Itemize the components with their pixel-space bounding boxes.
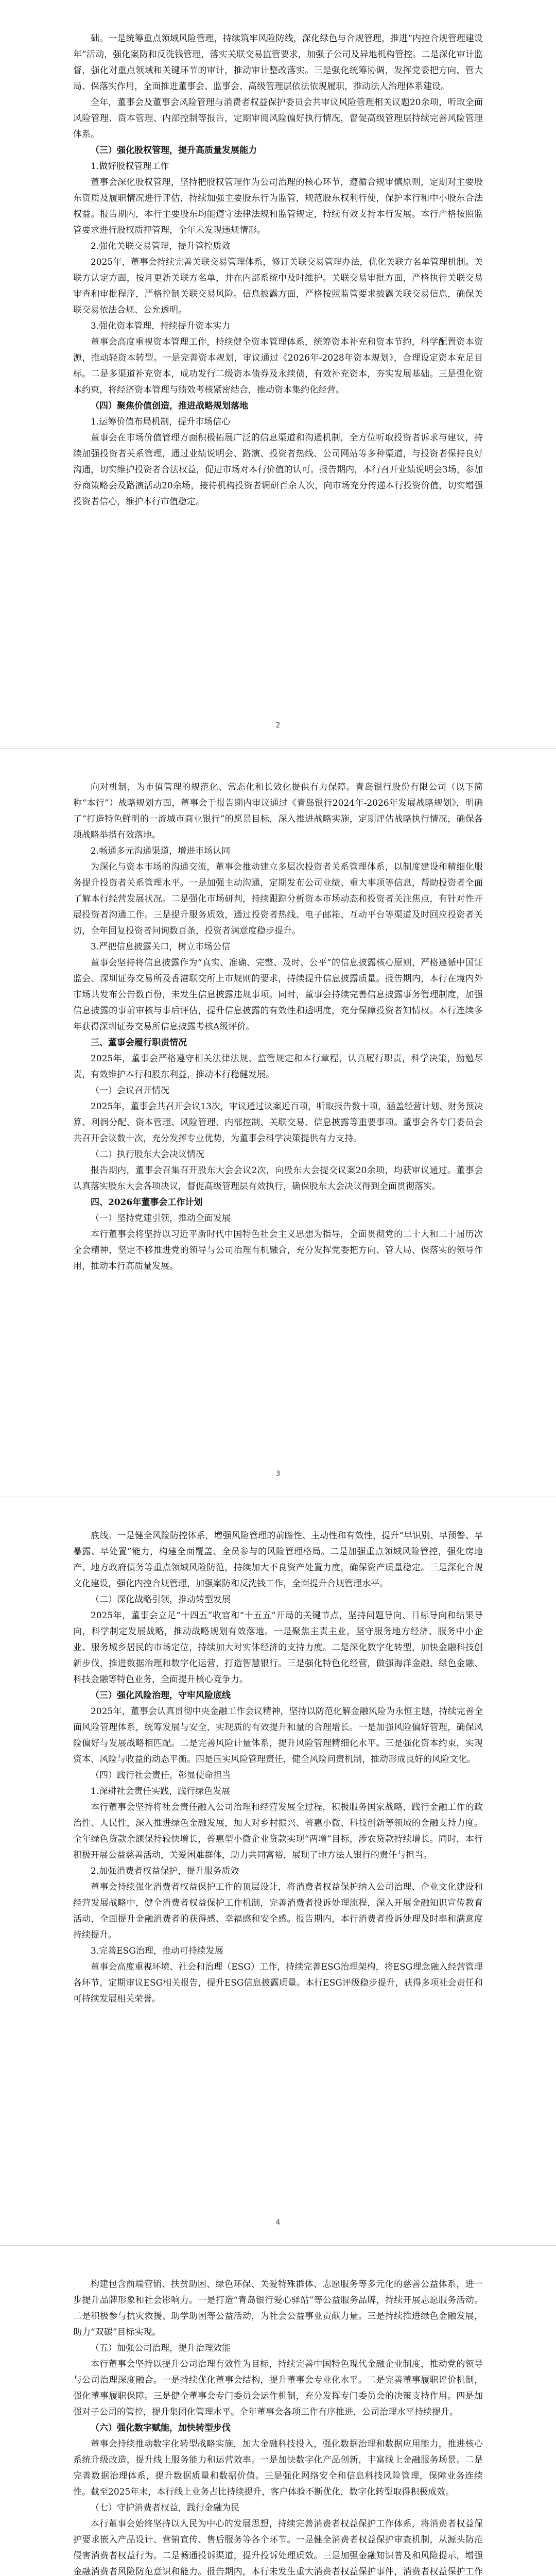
paragraph: 1.运筹价值布局机制，提升市场信心 [91, 417, 231, 427]
paragraph: 董事会高度重视环境、社会和治理（ESG）工作，持续完善ESG治理架构，将ESG理念融入经营管理各环节，定期审议ESG相关报告，提升ESG信息披露质量。本行ESG评级稳步提升，获得多项社会责任和可持续发展相关荣誉。 [73, 1962, 483, 2004]
paragraph: 2025年，董事会共召开会议13次，审议通过议案近百项，听取报告数十项，涵盖经营计划、财务预决算、利润分配、资本管理、风险管理、内部控制、关联交易、信息披露等重要事项。董事会各专门委员会共召开会议数十次，充分发挥专业优势，为董事会科学决策提供有力支持。 [73, 1101, 483, 1144]
paragraph: 董事会持续推动数字化转型战略实施，加大金融科技投入，强化数据治理和数据应用能力，推进核心系统升级改造，提升线上服务能力和运营效率。一是加快数字化产品创新，丰富线上金融服务场景。二是完善数据治理体系，提升数据质量和数据价值。三是强化网络安全和信息科技风险管理，保障业务连续性。截至2025年末，本行线上业务占比持续提升，客户体验不断优化，数字化转型取得积极成效。 [73, 2439, 483, 2497]
page-sheet [73, 2277, 483, 2576]
paragraph: 董事会在市场价值管理方面积极拓展广泛的信息渠道和沟通机制，全方位听取投资者诉求与建议，持续加强投资者关系管理，通过业绩说明会、路演、投资者热线、公司网站等多种渠道，与投资者保持良好沟通，切实维护投资者合法权益，促进市场对本行价值的认可。报告期内，本行召开业绩说明会3场，参加券商策略会及路演活动20余场，接待机构投资者调研百余人次，向市场充分传递本行投资价值，切实增强投资者信心，维护本行市值稳定。 [73, 433, 483, 507]
page-content [73, 779, 483, 1275]
paragraph: 2.畅通多元沟通渠道，增进市场认同 [91, 846, 231, 856]
paragraph: 2025年，董事会持续完善关联交易管理体系，修订关联交易管理办法，优化关联方名单管理机制。关联方认定方面，按月更新关联方名单，并在内部系统中及时维护。关联交易审批方面，严格执行关联交易审查和审批程序，严格控制关联交易风险。信息披露方面，严格按照监管要求披露关联交易信息，确保关联交易依法合规、公允透明。 [73, 257, 483, 315]
paragraph: 3.严把信息披露关口，树立市场公信 [91, 942, 231, 952]
paragraph: （二）执行股东大会决议情况 [91, 1149, 204, 1160]
page-sheet [73, 31, 483, 748]
paragraph: 构建包含前端营销、扶贫助困、绿色环保、关爱特殊群体、志愿服务等多元化的慈善公益体系，进一步提升品牌形象和社会影响力。一是打造“青岛银行爱心驿站”等公益服务品牌，持续开展志愿服务活动。二是积极参与抗灾救援、助学助困等公益活动，为社会公益事业贡献力量。三是持续推进绿色金融发展，助力“双碳”目标实现。 [73, 2279, 483, 2337]
paragraph: 本行董事会将坚持以习近平新时代中国特色社会主义思想为指导，全面贯彻党的二十大和二十届历次全会精神，坚定不移推进党的领导与公司治理有机融合，充分发挥党委把方向、管大局、保落实的领导作用，推动本行高质量发展。 [73, 1229, 483, 1272]
paragraph: 3.强化资本管理，持续提升资本实力 [91, 321, 231, 331]
paragraph: （四）践行社会责任，彰显使命担当 [91, 1770, 231, 1781]
page-number: 2 [275, 721, 281, 730]
section-heading: 四、2026年董事会工作计划 [91, 1197, 203, 1208]
document [0, 749, 556, 1497]
document [0, 0, 556, 748]
paragraph: （一）会议召开情况 [91, 1086, 169, 1096]
paragraph: （五）加强公司治理，提升治理效能 [91, 2343, 231, 2353]
paragraph: 为深化与资本市场的沟通交流，董事会推动建立多层次投资者关系管理体系，以制度建设和精细化服务提升投资者关系管理水平。一是加强主动沟通，定期发布公司业绩、重大事项等信息，帮助投资者全面了解本行经营发展状况。二是强化市场研判，持续跟踪分析资本市场动态和投资者关注焦点，有针对性开展投资者沟通工作。三是提升服务质效，通过投资者热线、电子邮箱、互动平台等渠道及时回应投资者关切，全年回复投资者问询数百条，投资者满意度稳步提升。 [73, 862, 483, 936]
paragraph: 董事会持续强化消费者权益保护工作的顶层设计，将消费者权益保护纳入公司治理、企业文化建设和经营发展战略中，健全消费者权益保护工作机制，完善消费者投诉处理流程，深入开展金融知识宣传教育活动，全面提升金融消费者的获得感、幸福感和安全感。报告期内，本行消费者投诉处理及时率和满意度持续提升。 [73, 1882, 483, 1940]
paragraph: 董事会高度重视资本管理工作，持续健全资本管理体系，统筹资本补充和资本节约，科学配置资本资源，推动轻资本转型。一是完善资本规划，审议通过《2026年-2028年资本规划》，合理设定资本充足目标。二是多渠道补充资本，成功发行二级资本债券及永续债，有效补充资本，夯实发展基础。三是强化资本约束，将经济资本管理与绩效考核紧密结合，推动资本集约化经营。 [73, 337, 483, 395]
page-content [73, 1528, 483, 2007]
paragraph: 全年，董事会及董事会风险管理与消费者权益保护委员会共审议风险管理相关议题20余项，听取全面风险管理、资本管理、内部控制等报告，定期审阅风险偏好执行情况，督促高级管理层持续完善风险管理体系。 [73, 97, 483, 140]
paragraph: 2025年，董事会严格遵守相关法律法规、监管规定和本行章程，认真履行职责，科学决策，勤勉尽责，有效维护本行和股东利益，推动本行稳健发展。 [73, 1054, 483, 1080]
page-content [73, 31, 483, 510]
paragraph: 底线。一是健全风险防控体系，增强风险管理的前瞻性、主动性和有效性，提升“早识别、早预警、早暴露、早处置”能力，构建全面覆盖、全员参与的风险管理格局。二是加强重点领域风险管控，强化房地产、地方政府债务等重点领域风险防范，持续加大不良资产处置力度，确保资产质量稳定。三是深化合规文化建设，强化内控合规管理，加强案防和反洗钱工作，全面提升合规管理水平。 [73, 1531, 483, 1589]
paragraph: 3.完善ESG治理，推动可持续发展 [91, 1946, 223, 1956]
paragraph: 本行董事会坚持以提升公司治理有效性为目标，持续完善中国特色现代金融企业制度，推动党的领导与公司治理深度融合。一是持续优化董事会结构，提升董事会专业化水平。二是完善董事履职评价机制，强化董事履职保障。三是健全董事会专门委员会运作机制，充分发挥专门委员会的决策支持作用。四是加强对子公司的管控，提升集团化管理水平。全年董事会各项工作有序推进，公司治理水平持续提升。 [73, 2359, 483, 2417]
page-content [73, 2277, 483, 2576]
paragraph: （七）守护消费者权益，践行金融为民 [91, 2503, 239, 2513]
section-heading: （三）强化风险治理，守牢风险底线 [91, 1690, 231, 1701]
paragraph: 向对机制，为市值管理的规范化、常态化和长效化提供有力保障。青岛银行股份有限公司（以下简称“本行”）战略规划方面，董事会于报告期内审议通过《青岛银行2024年-2026年发展战略规划》，明确了“打造特色鲜明的一流城市商业银行”的愿景目标，深入推进战略实施，定期评估战略执行情况，确保各项战略举措有效落地。 [73, 782, 483, 840]
page-sheet [73, 1528, 483, 2245]
paragraph: 1.深耕社会责任实践，践行绿色发展 [91, 1786, 231, 1797]
document [0, 1497, 556, 2245]
section-heading: （四）聚焦价值创造，推进战略规划落地 [91, 401, 248, 411]
paragraph: 2.强化关联交易管理，提升管控质效 [91, 241, 231, 251]
page-number: 3 [275, 1470, 281, 1478]
section-heading: （六）强化数字赋能，加快转型步伐 [91, 2423, 231, 2433]
paragraph: 董事会深化股权管理，坚持把股权管理作为公司治理的核心环节，遵循合规审慎原则，定期对主要股东资质及履职情况进行评估，持续加强主要股东行为监管，规范股东权利行使，保护本行和中小股东合法权益。报告期内，本行主要股东均能遵守法律法规和监管规定，持续有效支持本行发展。本行严格按照监管要求进行股权质押管理，全年未发现违规情形。 [73, 177, 483, 235]
paragraph: 2025年，董事会认真贯彻中央金融工作会议精神，坚持以防范化解金融风险为永恒主题，持续完善全面风险管理体系，统筹发展与安全，实现质的有效提升和量的合理增长。一是加强风险偏好管理，确保风险偏好与发展战略相匹配。二是完善风险计量体系，提升风险管理精细化水平。三是强化资本约束，实现资本、风险与收益的动态平衡。四是压实风险管理责任，健全风险问责机制，推动形成良好的风险文化。 [73, 1706, 483, 1765]
page-number: 4 [275, 2218, 281, 2227]
page-sheet [73, 779, 483, 1497]
paragraph: 董事会坚持将信息披露作为“真实、准确、完整、及时、公平”的信息披露核心原则，严格遵循中国证监会、深圳证券交易所及香港联交所上市规则的要求，持续提升信息披露质量。报告期内，本行在境内外市场共发布公告数百份，未发生信息披露违规事项。同时，董事会持续完善信息披露事务管理制度，加强信息披露的事前审核与事后评估，提升信息披露的有效性和透明度，充分保障投资者知情权。本行连续多年获得深圳证券交易所信息披露考核A级评价。 [73, 958, 483, 1032]
paragraph: 础。一是统筹重点领域风险管理，持续筑牢风险防线，深化绿色与合规管理，推进“内控合规管理建设年”活动，强化案防和反洗钱管理，落实关联交易监管要求，加强子公司及异地机构管控。二是深化审计监督，强化对重点领域和关键环节的审计，推动审计整改落实。三是强化统筹协调，发挥党委把方向、管大局、保落实作用，全面推进董事会、监事会、高级管理层依法依规履职，推动法人治理体系建设。 [73, 33, 483, 92]
paragraph: （一）坚持党建引领，推动全面发展 [91, 1213, 231, 1224]
section-heading: （三）强化股权管理，提升高质量发展能力 [91, 145, 257, 156]
paragraph: 2.加强消费者权益保护，提升服务质效 [91, 1866, 239, 1876]
paragraph: 1.做好股权管理工作 [91, 161, 169, 172]
paragraph: 报告期内，董事会召集召开股东大会会议2次，向股东大会提交议案20余项，均获审议通过。董事会认真落实股东大会各项决议，督促高级管理层有效执行，确保股东大会决议得到全面贯彻落实。 [73, 1165, 483, 1192]
paragraph: 本行董事会始终坚持以人民为中心的发展思想，持续完善消费者权益保护工作体系，将消费者权益保护要求嵌入产品设计、营销宣传、售后服务等各个环节。一是健全消费者权益保护审查机制，从源头防范侵害消费者权益行为。二是畅通投诉渠道，提升投诉处理质效。三是加强金融知识普及和风险提示，增强金融消费者风险防范意识和能力。报告期内，本行未发生重大消费者权益保护事件，消费者权益保护工作 [73, 2519, 483, 2576]
document [0, 2246, 556, 2576]
paragraph: 本行董事会坚持将社会责任融入公司治理和经营发展全过程，积极服务国家战略，践行金融工作的政治性、人民性，深入推进绿色金融发展，加大对乡村振兴、普惠小微、科技创新等领域的金融支持力度。全年绿色贷款余额保持较快增长，普惠型小微企业贷款实现“两增”目标，涉农贷款持续增长。同时，本行积极开展公益慈善活动，关爱困难群体，助力共同富裕，展现了地方法人银行的责任与担当。 [73, 1802, 483, 1860]
paragraph: （二）深化战略引领，推动转型发展 [91, 1595, 231, 1605]
paragraph: 2025年，董事会立足“十四五”收官和“十五五”开局的关键节点，坚持问题导向、目标导向和结果导向，科学制定发展战略，推动战略规划有效落地。一是聚焦主责主业，坚守服务地方经济、服务中小企业、服务城乡居民的市场定位，持续加大对实体经济的支持力度。二是深化数字化转型，加快金融科技创新步伐，推进数据治理和数字化运营，打造智慧银行。三是强化特色化经营，做强海洋金融、绿色金融、科技金融等特色业务，全面提升核心竞争力。 [73, 1611, 483, 1685]
section-heading: 三、董事会履行职责情况 [91, 1038, 187, 1048]
